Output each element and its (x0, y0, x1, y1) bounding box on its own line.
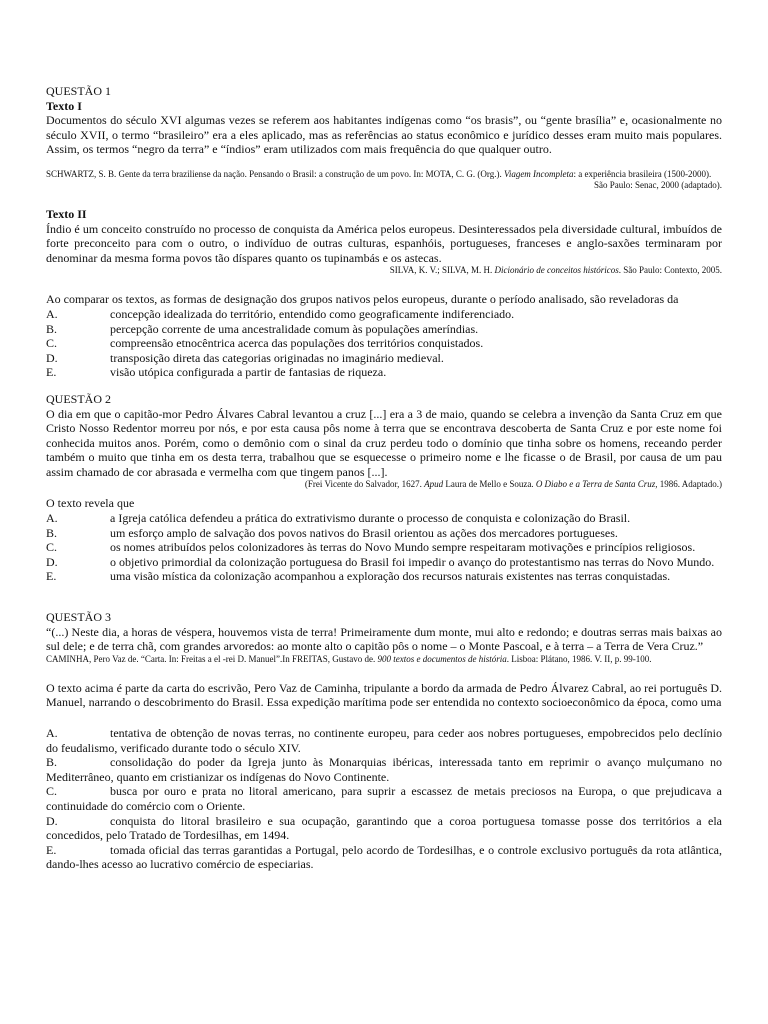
texto-1-citation (46, 169, 722, 180)
question-3-option-b[interactable] (46, 755, 722, 784)
question-3-option-d[interactable] (46, 814, 722, 843)
question-2-stem: O texto revela que (46, 496, 135, 511)
texto-2-citation-part-b: . São Paulo: Contexto, 2005. (618, 265, 722, 276)
option-text: os nomes atribuídos pelos colonizadores às terras do Novo Mundo sempre respeitaram motivações e princípios religiosos. (110, 540, 696, 555)
question-2-citation-part-c: , 1986. Adaptado.) (655, 479, 722, 490)
option-letter: A. (46, 306, 58, 321)
question-2-citation-book: O Diabo e a Terra de Santa Cruz (535, 479, 656, 490)
question-2-option-e[interactable] (46, 569, 722, 584)
texto-2-citation-part-a: SILVA, K. V.; SILVA, M. H. (389, 265, 493, 276)
option-letter: C. (46, 336, 58, 351)
question-2-option-b[interactable] (46, 526, 722, 541)
option-letter: D. (46, 350, 58, 365)
question-3-stem: O texto acima é parte da carta do escrivão, Pero Vaz de Caminha, tripulante a bordo da armada de Pedro Álvarez Cabral, ao rei português D. Manuel, narrando o descobrimento do Brasil. Essa expedição marítima pode ser entendida no contexto socioeconômico da época, como uma (46, 680, 722, 710)
question-3-option-a[interactable] (46, 726, 722, 755)
option-text: compreensão etnocêntrica acerca das populações dos territórios conquistados. (110, 336, 484, 351)
question-3-citation-book: 900 textos e documentos de história (377, 653, 507, 664)
option-letter: B. (46, 321, 58, 336)
texto-1-citation-book: Viagem Incompleta (503, 168, 574, 179)
texto-2-title: Texto II (46, 206, 87, 221)
question-2-citation-apud: Apud (424, 479, 444, 490)
option-text: visão utópica configurada a partir de fantasias de riqueza. (110, 365, 387, 380)
option-text: a Igreja católica defendeu a prática do extrativismo durante o processo de conquista e colonização do Brasil. (110, 511, 631, 526)
question-3-quote: “(...) Neste dia, a horas de véspera, houvemos vista de terra! Primeiramente dum monte, mui alto e redondo; e doutras serras mais baixas ao sul dele; e de terra chã, com grandes arvoredos: ao monte alto o capitão pôs o nome – o Monte Pascoal, e à terra – a Terra de Vera Cruz.” (46, 624, 722, 654)
question-1-option-d[interactable] (46, 351, 722, 366)
option-letter: E. (46, 842, 57, 857)
question-2 (46, 392, 722, 584)
option-letter: E. (46, 365, 57, 380)
question-1-option-a[interactable] (46, 307, 722, 322)
question-2-options (46, 511, 722, 584)
option-text: consolidação do poder da Igreja junto às Monarquias ibéricas, interessada tanto em reprimir o avanço mulçumano no Mediterrâneo, quanto em cristianizar os indígenas do Novo Continente. (46, 755, 722, 784)
texto-2-citation (46, 265, 722, 276)
question-3-citation-part-a: CAMINHA, Pero Vaz de. “Carta. In: Freitas a el -rei D. Manuel”.In FREITAS, Gustavo de. (46, 653, 376, 664)
question-1-heading: QUESTÃO 1 (46, 84, 111, 98)
option-text: o objetivo primordial da colonização portuguesa do Brasil foi impedir o avanço do protestantismo nas terras do Novo Mundo. (110, 554, 715, 569)
texto-2-citation-book: Dicionário de conceitos históricos (494, 265, 619, 276)
question-2-citation-part-a: (Frei Vicente do Salvador, 1627. (304, 479, 422, 490)
question-1-option-c[interactable] (46, 336, 722, 351)
option-letter: C. (46, 540, 58, 555)
texto-1-citation-line-2: São Paulo: Senac, 2000 (adaptado). (594, 179, 722, 190)
question-1-stem: Ao comparar os textos, as formas de designação dos grupos nativos pelos europeus, durante o período analisado, são reveladoras da (46, 292, 679, 307)
question-3-citation-part-b: . Lisboa: Plátano, 1986. V. II, p. 99-100. (506, 653, 652, 664)
question-3-options (46, 726, 722, 872)
texto-1-body: Documentos do século XVI algumas vezes se referem aos habitantes indígenas como “os brasis”, ou “gente brasília” e, ocasionalmente no século XVII, o termo “brasileiro” era a eles aplicado, mas as referências ao status econômico e jurídico desses eram muito mais populares. Assim, os termos “negro da terra” e “índios” eram utilizados com mais frequência do que qualquer outro. (46, 113, 722, 157)
question-2-option-c[interactable] (46, 540, 722, 555)
option-text: concepção idealizada do território, entendido como geograficamente indiferenciado. (110, 306, 515, 321)
question-1 (46, 84, 722, 380)
texto-1-citation-part-a: SCHWARTZ, S. B. Gente da terra braziliense da nação. Pensando o Brasil: a construção de um povo. In: MOTA, C. G. (Org.). (46, 168, 502, 179)
question-1-options (46, 307, 722, 380)
option-text: um esforço amplo de salvação dos povos nativos do Brasil orientou as ações dos mercadores portugueses. (110, 525, 618, 540)
option-letter: B. (46, 525, 58, 540)
option-letter: D. (46, 554, 58, 569)
question-1-option-e[interactable] (46, 365, 722, 380)
option-text: tomada oficial das terras garantidas a Portugal, pelo acordo de Tordesilhas, e o controle exclusivo português da rota atlântica, dando-lhes acesso ao lucrativo comércio de especiarias. (46, 842, 722, 872)
question-3-option-e[interactable] (46, 843, 722, 872)
option-letter: E. (46, 569, 57, 584)
question-2-citation-part-b: Laura de Mello e Souza. (445, 479, 534, 490)
option-letter: B. (46, 755, 58, 770)
question-1-option-b[interactable] (46, 322, 722, 337)
option-letter: A. (46, 511, 58, 526)
texto-1-citation-part-b: : a experiência brasileira (1500-2000). (573, 168, 712, 179)
option-letter: D. (46, 813, 58, 828)
question-2-option-a[interactable] (46, 511, 722, 526)
question-3-heading: QUESTÃO 3 (46, 610, 111, 625)
option-text: busca por ouro e prata no litoral americano, para suprir a escassez de metais preciosos na Europa, o que prejudicava a continuidade do comércio com o Oriente. (46, 784, 722, 813)
question-2-citation (46, 479, 722, 490)
option-text: conquista do litoral brasileiro e sua ocupação, garantindo que a coroa portuguesa tomasse posse dos territórios a ela concedidos, pelo Tratado de Tordesilhas, em 1494. (46, 813, 722, 843)
option-text: uma visão mística da colonização acompanhou a exploração dos recursos naturais existentes nas terras conquistadas. (110, 569, 671, 584)
question-2-heading: QUESTÃO 2 (46, 391, 111, 406)
question-3 (46, 610, 722, 872)
option-text: transposição direta das categorias originadas no imaginário medieval. (110, 350, 444, 365)
question-3-citation (46, 654, 722, 665)
document-content (46, 84, 722, 872)
question-3-option-c[interactable] (46, 784, 722, 813)
texto-1-title: Texto I (46, 98, 82, 113)
texto-2-body: Índio é um conceito construído no processo de conquista da América pelos europeus. Desinteressados pela diversidade cultural, imbuídos de forte preconceito para com o outro, o indivíduo de outras culturas, espanhóis, portugueses, franceses e anglo-saxões terminaram por denominar da mesma forma povos tão díspares quanto os tupinambás e os astecas. (46, 221, 722, 265)
question-2-body: O dia em que o capitão-mor Pedro Álvares Cabral levantou a cruz [...] era a 3 de maio, quando se celebra a invenção da Santa Cruz em que Cristo Nosso Redentor morreu por nós, e por esta causa pôs nome à terra que se encontrava descoberta de Santa Cruz e por este nome foi conhecida muitos anos. Porém, como o demônio com o sinal da cruz perdeu todo o domínio que tinha sobre os homens, receando perder também o muito que tinha em os desta terra, trabalhou que se esquecesse o primeiro nome e lhe ficasse o de Brasil, por causa de um pau assim chamado de cor abrasada e vermelha com que tingem panos [...]. (46, 406, 722, 479)
option-text: percepção corrente de uma ancestralidade comum às populações ameríndias. (110, 321, 479, 336)
option-text: tentativa de obtenção de novas terras, no continente europeu, para ceder aos nobres portugueses, empobrecidos pelo declínio do feudalismo, verificado durante todo o século XIV. (46, 726, 722, 755)
option-letter: C. (46, 784, 58, 799)
option-letter: A. (46, 726, 58, 740)
question-2-option-d[interactable] (46, 555, 722, 570)
